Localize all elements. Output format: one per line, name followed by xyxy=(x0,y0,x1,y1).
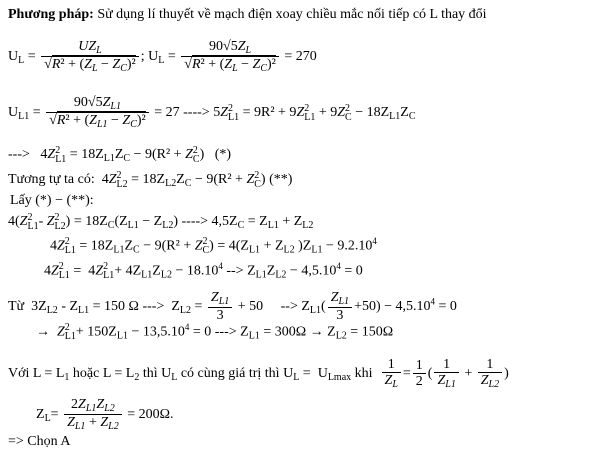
equation-result: $Z_L=$ $\frac{2Z_{L1}Z_{L2}}{Z_{L1} + Z_{L2}}$ = 200Ω. xyxy=(36,397,174,432)
equation-star: ---> 4Z 2 L1 = $18Z_{L1}Z_C - 9(R^2 + Z$ 2 C ) (*) xyxy=(8,145,232,165)
condition-line: Với $L = L_1$ hoặc $L = L_2$ thì $U_L$ có cùng giá trị thì $U_L = U_{Lmax}$ khi $\frac{1}{Z_L}$ = $\frac{1}{2}$ ( $\frac{1}{Z_{L1}}$ + $\frac{1}{Z_{L2}}$ ) xyxy=(8,357,509,390)
equation-difference: 4(Z 2 L1 - Z 2 L2 ) = $18Z_C(Z_{L1} - Z_{L2})$ ----> $4,5Z_C = Z_{L1} + Z_{L2}$ xyxy=(8,212,314,232)
equation-substitution: 4Z 2 L1 = $18Z_{L1}Z_C - 9(R^2 + Z$ 2 C ) = $4(Z_{L1} + Z_{L2}$ )$Z_{L1} - 9.2.10^4$ xyxy=(50,236,377,257)
equation-ul-general: $U_L$ = $\frac{UZ_L}{√R^2 + (Z_L - Z_C)^2}$ ; $U_L$ = $\frac{90√5Z_L}{√R^2 + (Z_L - Z_C)^2}$ = 270 xyxy=(8,39,317,74)
equation-product: 4Z 2 L1 = 4Z 2 L1 + $4Z_{L1}Z_{L2} - 18.10^4$ --> $Z_{L1}Z_{L2} - 4,5.10^4 = 0$ xyxy=(44,261,363,282)
heading-text: Sử dụng lí thuyết về mạch điện xoay chiều mắc nối tiếp có L thay đổi xyxy=(93,7,487,22)
equation-double-star: Tương tự ta có: 4Z 2 L2 = $18Z_{L2}Z_C - 9(R^2 + Z$ 2 C ) (**) xyxy=(8,170,293,190)
subtract-label: Lấy (*) − (**): xyxy=(10,193,94,208)
equation-from-given: Từ $3Z_{L2} - Z_{L1} = 150$ Ω ---> $Z_{L2}$ = $\frac{Z_{L1}}{3}$ + 50 --> $Z_{L1}$( $\frac{Z_{L1}}{3}$ $+50) - 4,5.10^4 = 0$ xyxy=(8,290,457,323)
heading-line xyxy=(8,8,487,22)
answer-line: => Chọn A xyxy=(8,434,71,449)
equation-ul1: $U_{L1}$ = $\frac{90√5Z_{L1}}{√R^2 + (Z_{L1} - Z_C)^2}$ = 27 ----> 5Z 2 L1 = 9R² + 9Z 2 L1 + 9Z 2 C − $18Z_{L1}Z_C$ xyxy=(8,95,416,130)
heading-label: Phương pháp: xyxy=(8,7,94,22)
equation-quadratic: → Z 2 L1 + $150Z_{L1} - 13,5.10^4 = 0$ ---> $Z_{L1} = 300\Omega \to Z_{L2} = 150\Omega$ xyxy=(36,322,394,343)
